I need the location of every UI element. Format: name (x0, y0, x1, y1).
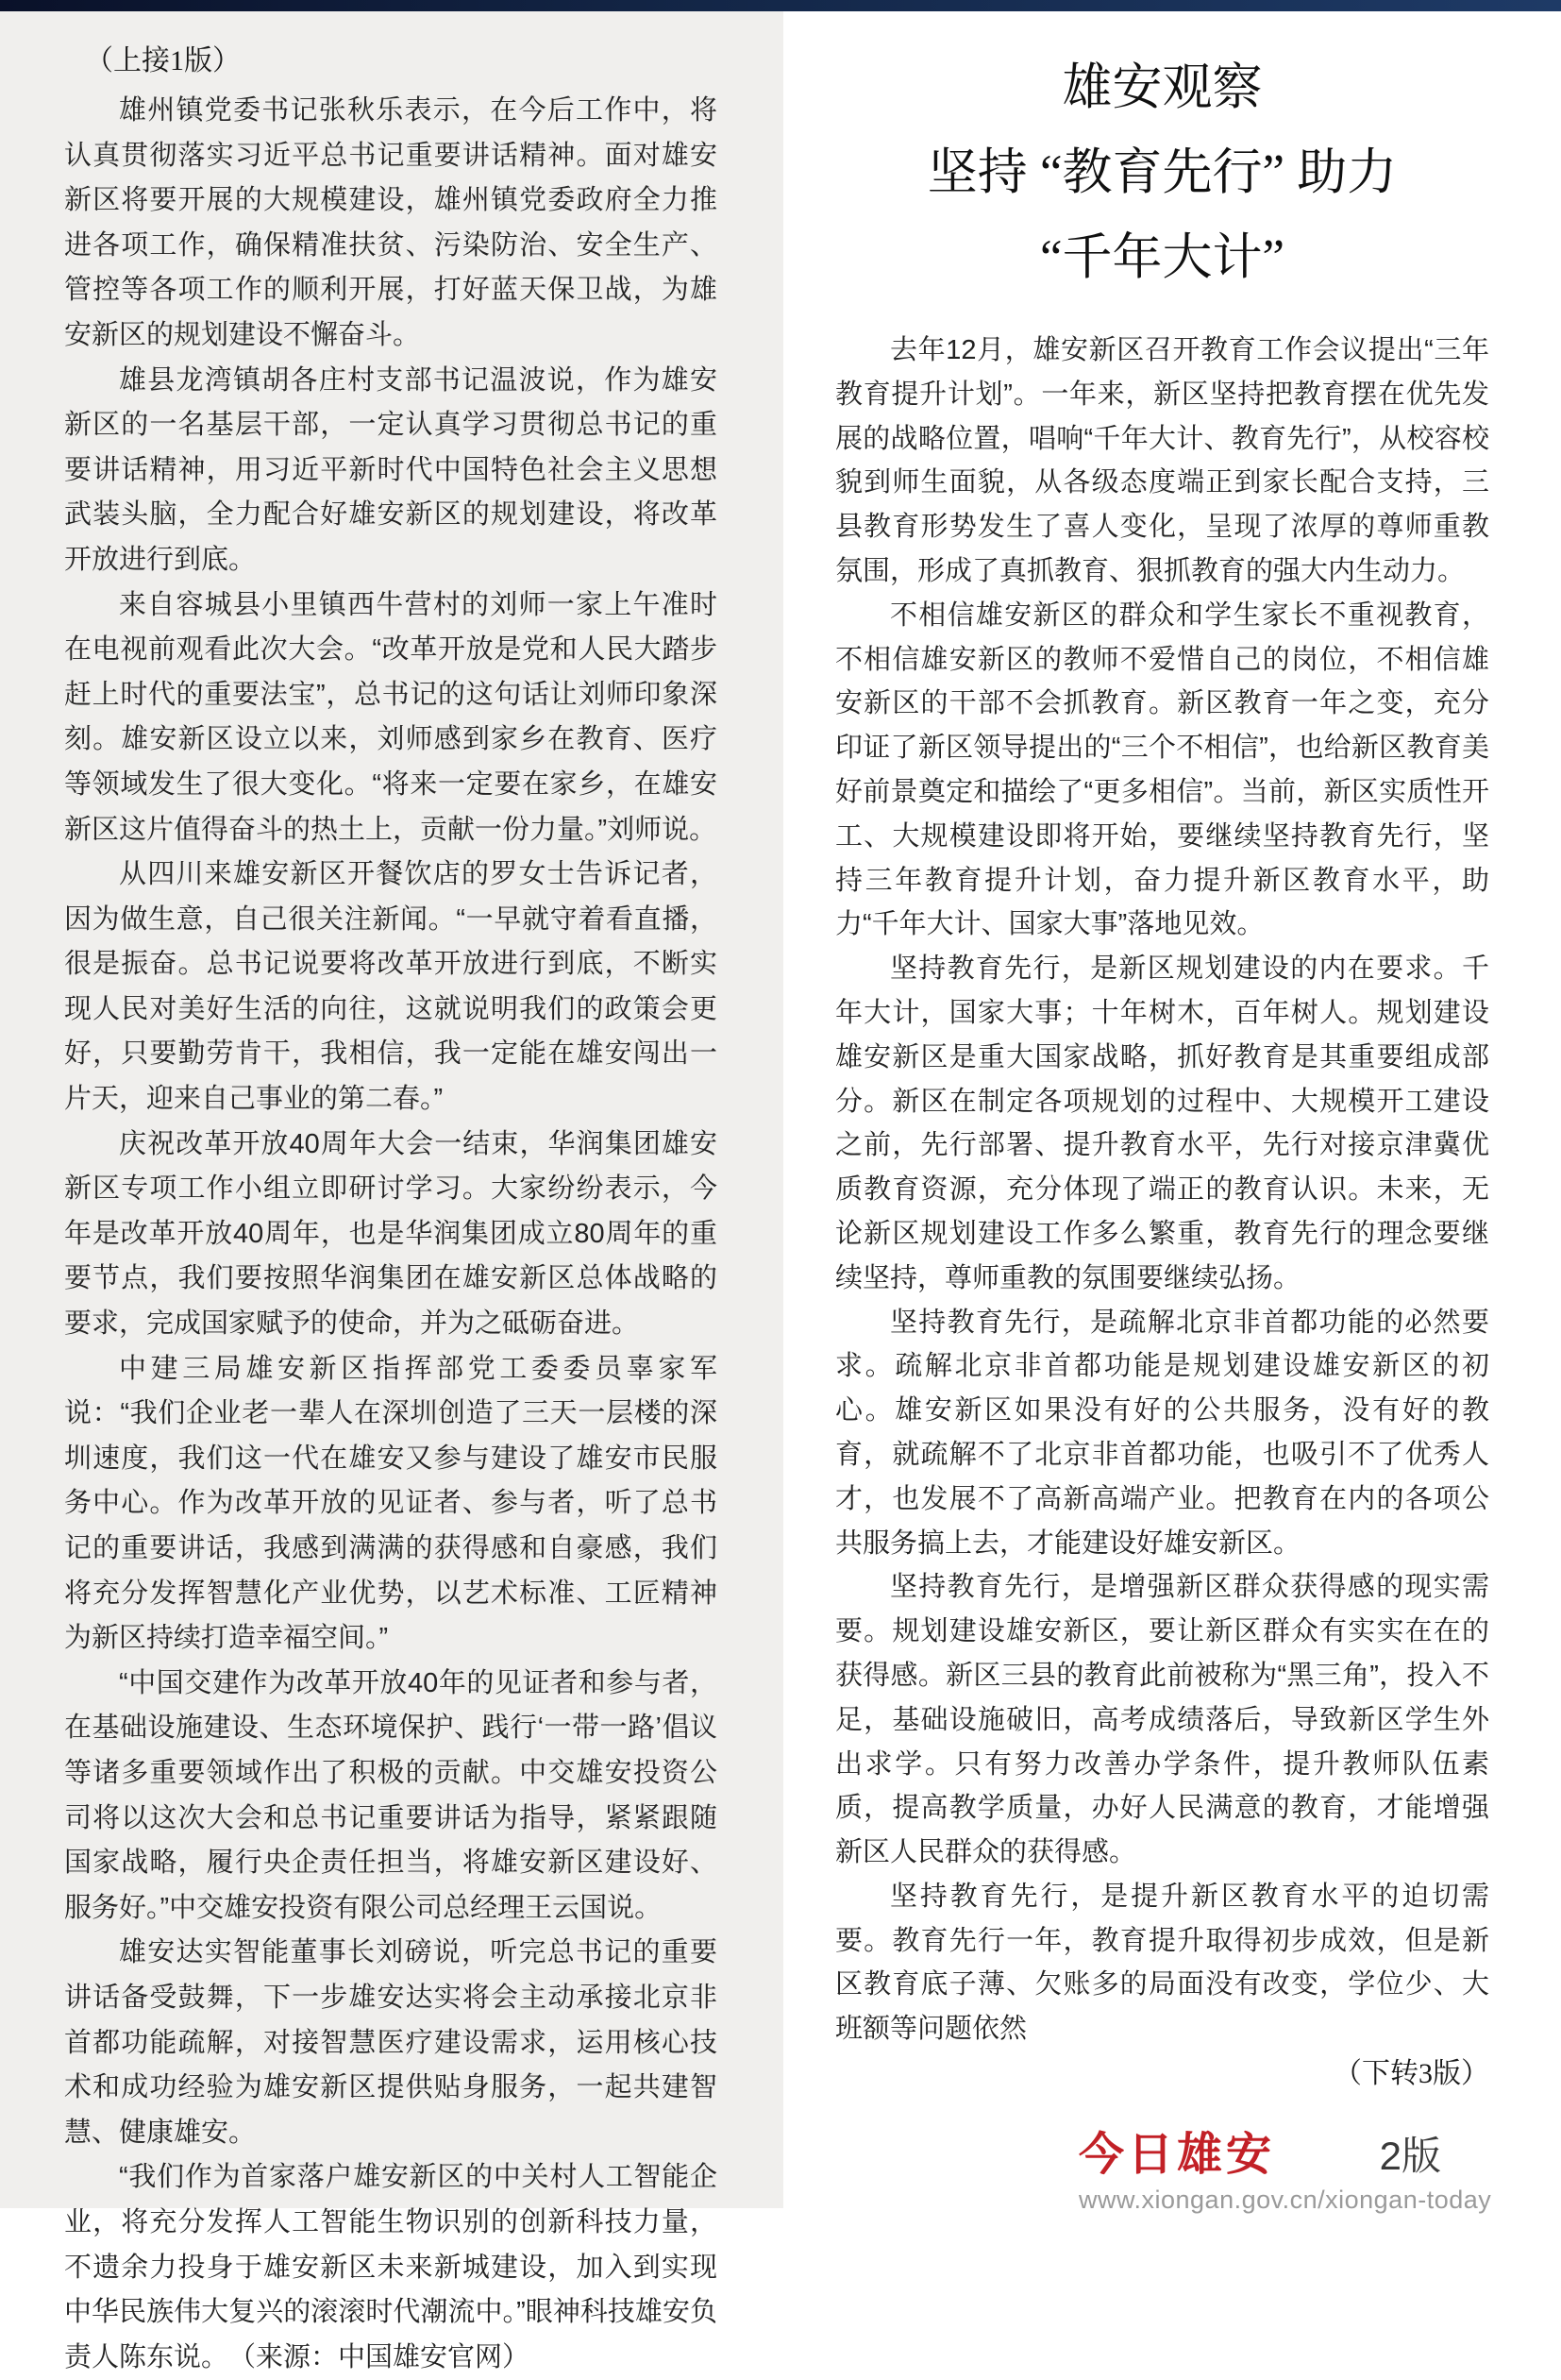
article-paragraph: 雄县龙湾镇胡各庄村支部书记温波说，作为雄安新区的一名基层干部，一定认真学习贯彻总书记的重要讲话精神，用习近平新时代中国特色社会主义思想武装头脑，全力配合好雄安新区的规划建设，将改革开放进行到底。 (64, 364, 717, 575)
article-paragraph: 坚持教育先行，是提升新区教育水平的迫切需要。教育先行一年，教育提升取得初步成效，但是新区教育底子薄、欠账多的局面没有改变，学位少、大班额等问题依然 (835, 1881, 1489, 2045)
article-paragraph: 中建三局雄安新区指挥部党工委委员辜家军说：“我们企业老一辈人在深圳创造了三天一层楼的深圳速度，我们这一代在雄安又参与建设了雄安市民服务中心。作为改革开放的见证者、参与者，听了总书记的重要讲话，我感到满满的获得感和自豪感，我们将充分发挥智慧化产业优势，以艺术标准、工匠精神为新区持续打造幸福空间。” (64, 1353, 717, 1654)
continued-from-note: （上接1版） (85, 45, 241, 76)
continued-on-note: （下转3版） (1334, 2058, 1489, 2090)
left-article-column (64, 42, 717, 2380)
site-url: www.xiongan.gov.cn/xiongan-today (1079, 2186, 1492, 2215)
article-body (835, 329, 1489, 2096)
right-article-column (835, 45, 1492, 2215)
article-title (835, 45, 1489, 300)
top-accent-bar (0, 0, 1561, 11)
article-paragraph: 坚持教育先行，是新区规划建设的内在要求。千年大计，国家大事；十年树木，百年树人。规划建设雄安新区是重大国家战略，抓好教育是其重要组成部分。新区在制定各项规划的过程中、大规模开工建设之前，先行部署、提升教育水平，先行对接京津冀优质教育资源，充分体现了端正的教育认识。未来，无论新区规划建设工作多么繁重，教育先行的理念要继续坚持，尊师重教的氛围要继续弘扬。 (835, 954, 1489, 1293)
article-paragraph: 不相信雄安新区的群众和学生家长不重视教育，不相信雄安新区的教师不爱惜自己的岗位，不相信雄安新区的干部不会抓教育。新区教育一年之变，充分印证了新区领导提出的“三个不相信”，也给新区教育美好前景奠定和描绘了“更多相信”。当前，新区实质性开工、大规模建设即将开始，要继续坚持教育先行，坚持三年教育提升计划，奋力提升新区教育水平，助力“千年大计、国家大事”落地见效。 (835, 599, 1489, 940)
article-paragraph: 从四川来雄安新区开餐饮店的罗女士告诉记者，因为做生意，自己很关注新闻。“一早就守着看直播，很是振奋。总书记说要将改革开放进行到底，不断实现人民对美好生活的向往，这就说明我们的政策会更好，只要勤劳肯干，我相信，我一定能在雄安闯出一片天，迎来自己事业的第二春。” (64, 859, 717, 1115)
article-paragraph: “中国交建作为改革开放40年的见证者和参与者，在基础设施建设、生态环境保护、践行‘一带一路’倡议等诸多重要领域作出了积极的贡献。中交雄安投资公司将以这次大会和总书记重要讲话为指导，紧紧跟随国家战略，履行央企责任担当，将雄安新区建设好、服务好。”中交雄安投资有限公司总经理王云国说。 (64, 1667, 717, 1923)
article-paragraph: 坚持教育先行，是增强新区群众获得感的现实需要。规划建设雄安新区，要让新区群众有实实在在的获得感。新区三县的教育此前被称为“黑三角”，投入不足，基础设施破旧，高考成绩落后，导致新区学生外出求学。只有努力改善办学条件，提升教师队伍素质，提高教学质量，办好人民满意的教育，才能增强新区人民群众的获得感。 (835, 1572, 1489, 1868)
article-paragraph: 雄州镇党委书记张秋乐表示，在今后工作中，将认真贯彻落实习近平总书记重要讲话精神。面对雄安新区将要开展的大规模建设，雄州镇党委政府全力推进各项工作，确保精准扶贫、污染防治、安全生产、管控等各项工作的顺利开展，打好蓝天保卫战，为雄安新区的规划建设不懈奋斗。 (64, 95, 717, 350)
article-title-line: “千年大计” (1039, 230, 1285, 285)
page-number-label: 2版 (1379, 2134, 1441, 2179)
article-paragraph: 来自容城县小里镇西牛营村的刘师一家上午准时在电视前观看此次大会。“改革开放是党和人民大踏步赶上时代的重要法宝”，总书记的这句话让刘师印象深刻。雄安新区设立以来，刘师感到家乡在教育、医疗等领域发生了很大变化。“将来一定要在家乡，在雄安新区这片值得奋斗的热土上，贡献一份力量。”刘师说。 (64, 589, 717, 845)
article-paragraph: 庆祝改革开放40周年大会一结束，华润集团雄安新区专项工作小组立即研讨学习。大家纷纷表示，今年是改革开放40周年，也是华润集团成立80周年的重要节点，我们要按照华润集团在雄安新区总体战略的要求，完成国家赋予的使命，并为之砥砺奋进。 (64, 1128, 717, 1340)
article-title-kicker: 雄安观察 (1062, 60, 1263, 115)
page-footer (1079, 2130, 1492, 2215)
masthead-brand: 今日雄安 (1079, 2130, 1276, 2181)
article-paragraph: 去年12月，雄安新区召开教育工作会议提出“三年教育提升计划”。一年来，新区坚持把教育摆在优先发展的战略位置，唱响“千年大计、教育先行”，从校容校貌到师生面貌，从各级态度端正到家长配合支持，三县教育形势发生了喜人变化，呈现了浓厚的尊师重教氛围，形成了真抓教育、狠抓教育的强大内生动力。 (835, 335, 1489, 586)
footer-row (1079, 2132, 1441, 2179)
article-paragraph: “我们作为首家落户雄安新区的中关村人工智能企业，将充分发挥人工智能生物识别的创新科技力量，不遗余力投身于雄安新区未来新城建设，加入到实现中华民族伟大复兴的滚滚时代潮流中。”眼神科技雄安负责人陈东说。 （来源：中国雄安官网） (64, 2162, 717, 2372)
article-paragraph: 雄安达实智能董事长刘磅说，听完总书记的重要讲话备受鼓舞，下一步雄安达实将会主动承接北京非首都功能疏解，对接智慧医疗建设需求，运用核心技术和成功经验为雄安新区提供贴身服务，一起共建智慧、健康雄安。 (64, 1937, 717, 2148)
article-title-line: 坚持 “教育先行” 助力 (927, 145, 1398, 200)
article-paragraph: 坚持教育先行，是疏解北京非首都功能的必然要求。疏解北京非首都功能是规划建设雄安新区的初心。雄安新区如果没有好的公共服务，没有好的教育，就疏解不了北京非首都功能，也吸引不了优秀人才，也发展不了高新高端产业。把教育在内的各项公共服务搞上去，才能建设好雄安新区。 (835, 1307, 1489, 1559)
